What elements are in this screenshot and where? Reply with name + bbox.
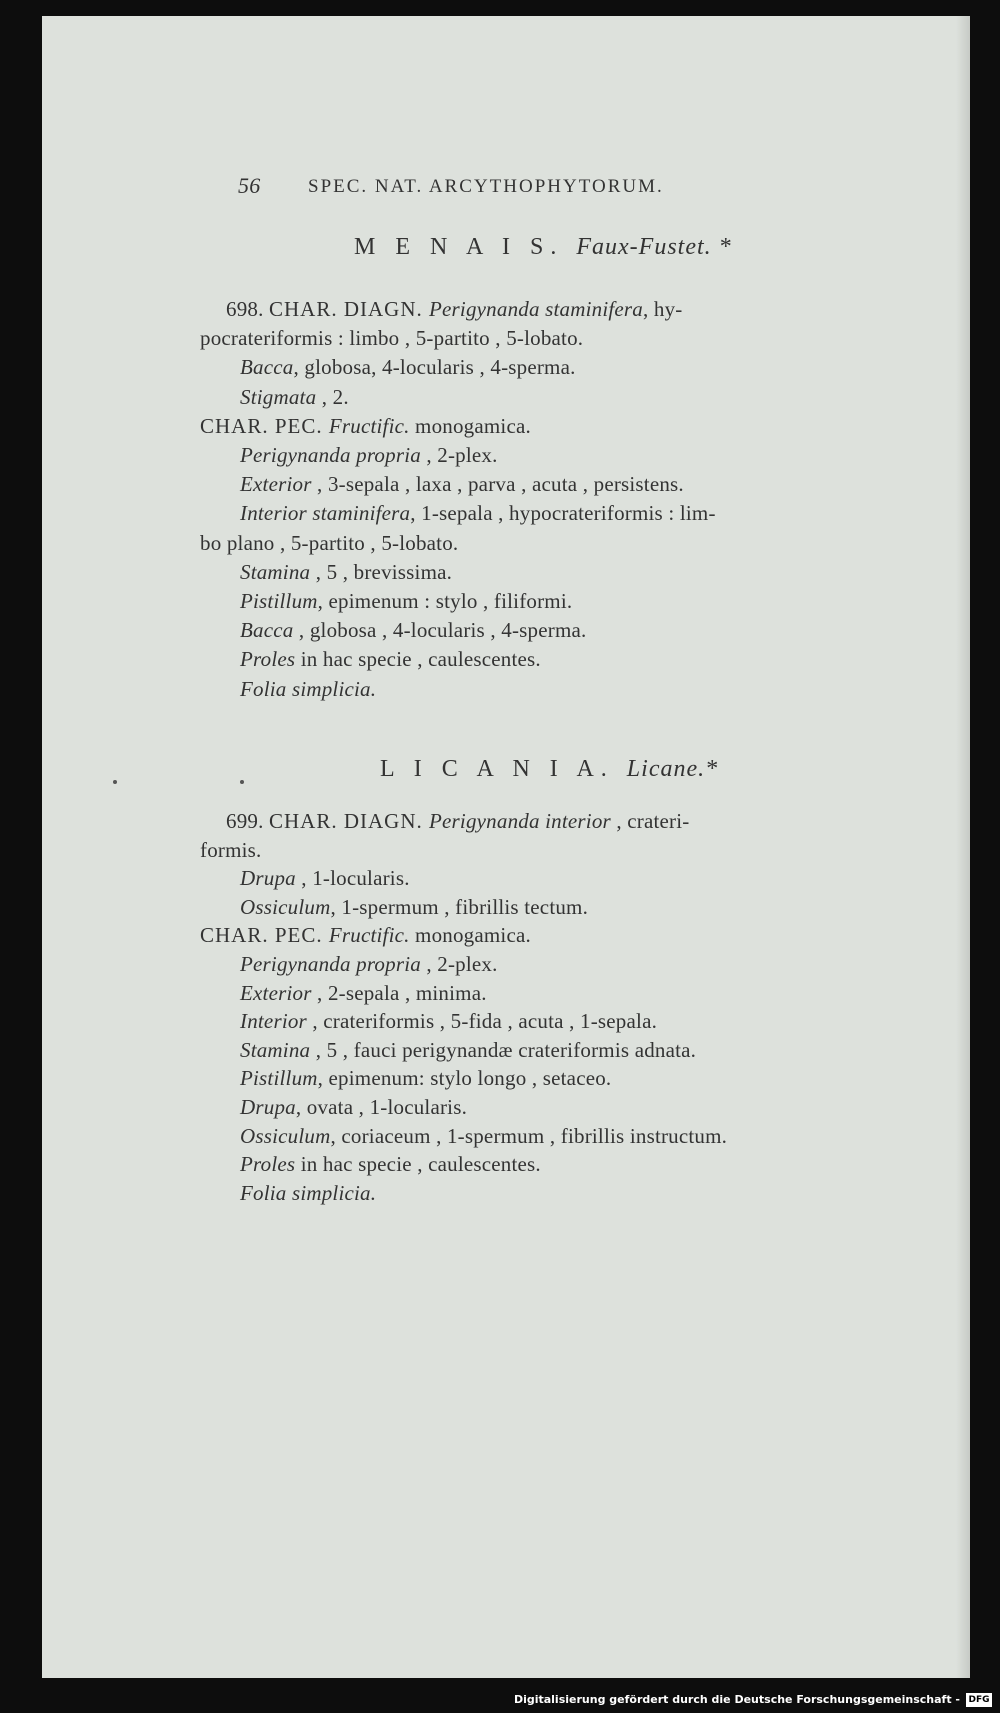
term-italic: Folia simplicia.: [240, 1180, 377, 1205]
text-segment: , globosa , 4-locularis , 4-sperma.: [293, 618, 587, 643]
description-line: [240, 1094, 467, 1120]
text-segment: 699.: [226, 809, 269, 833]
heading-label: CHAR. PEC.: [200, 923, 329, 948]
term-italic: Fructific.: [328, 413, 410, 438]
term-italic: Perigynanda interior: [429, 809, 611, 833]
text-segment: , 2.: [316, 384, 349, 409]
text-segment: in hac specie , caulescentes.: [295, 647, 541, 672]
text-segment: , 2-plex.: [420, 443, 498, 467]
genus-name: L I C A N I A.: [380, 756, 614, 782]
text-segment: , 1-spermum , fibrillis tectum.: [330, 894, 589, 919]
description-line: [200, 413, 531, 439]
term-italic: Ossiculum: [240, 1123, 331, 1148]
text-segment: formis.: [200, 837, 262, 862]
genus-name: M E N A I S.: [354, 234, 564, 260]
description-line: [200, 325, 583, 351]
heading-label: CHAR. DIAGN.: [269, 809, 429, 833]
description-line: [240, 646, 541, 672]
text-segment: , crateriformis , 5-fida , acuta , 1-sepala.: [306, 1009, 658, 1034]
description-line: [240, 559, 452, 585]
text-segment: , hy-: [643, 297, 683, 321]
term-italic: Exterior: [240, 980, 312, 1005]
description-line: [240, 471, 684, 497]
text-segment: , globosa, 4-locularis , 4-sperma.: [293, 355, 576, 380]
page-number: 56: [238, 173, 261, 198]
description-line: [240, 617, 586, 643]
text-segment: , crateri-: [610, 809, 690, 833]
term-italic: Fructific.: [328, 923, 410, 948]
term-italic: Drupa: [240, 866, 296, 891]
description-line: [240, 894, 588, 920]
text-segment: 698.: [226, 297, 269, 321]
text-segment: , 3-sepala , laxa , parva , acuta , persistens.: [311, 472, 684, 497]
term-italic: Pistillum: [240, 589, 318, 613]
ink-speck: [113, 780, 117, 784]
text-segment: bo plano , 5-partito , 5-lobato.: [200, 530, 459, 555]
text-segment: , epimenum: stylo longo , setaceo.: [317, 1066, 612, 1091]
description-line: [200, 530, 458, 556]
description-line: [240, 980, 487, 1006]
term-italic: Bacca: [240, 355, 294, 380]
term-italic: Stigmata: [240, 384, 317, 409]
term-italic: Drupa: [240, 1095, 296, 1119]
term-italic: Perigynanda staminifera: [429, 297, 643, 321]
term-italic: Ossiculum: [240, 894, 331, 919]
genus-title: [354, 234, 732, 260]
text-segment: , 1-sepala , hypocrateriformis : lim-: [410, 501, 716, 526]
digitization-footer: [0, 1689, 1000, 1713]
description-line: [240, 1008, 657, 1034]
description-line: [240, 676, 376, 702]
page-edge-shadow: [956, 16, 970, 1678]
genus-title: [380, 756, 718, 782]
description-line: [240, 442, 498, 468]
term-italic: Perigynanda propria: [240, 952, 421, 976]
text-segment: in hac specie , caulescentes.: [295, 1152, 541, 1177]
text-segment: , 2-sepala , minima.: [311, 980, 487, 1005]
scanned-book-page: [42, 16, 970, 1678]
text-segment: , epimenum : stylo , filiformi.: [317, 589, 573, 613]
term-italic: Proles: [240, 1152, 296, 1177]
description-line: [240, 1151, 541, 1177]
vernacular-name: Licane.*: [626, 756, 719, 782]
heading-label: CHAR. PEC.: [200, 413, 329, 438]
text-segment: monogamica.: [409, 923, 531, 948]
term-italic: Stamina: [240, 1037, 311, 1062]
term-italic: Interior: [240, 1009, 307, 1034]
description-line: [226, 808, 689, 834]
term-italic: Stamina: [240, 559, 311, 584]
heading-label: CHAR. DIAGN.: [269, 297, 429, 321]
vernacular-name: Faux-Fustet. *: [576, 234, 732, 260]
funding-credit: Digitalisierung gefördert durch die Deutsche Forschungsgemeinschaft -: [513, 1693, 960, 1706]
text-segment: , 5 , fauci perigynandæ crateriformis adnata.: [310, 1037, 697, 1062]
running-head: SPEC. NAT. ARCYTHOPHYTORUM.: [308, 176, 664, 197]
description-line: [200, 837, 261, 863]
term-italic: Folia simplicia.: [240, 676, 377, 701]
description-line: [240, 1037, 696, 1063]
description-line: [240, 354, 576, 380]
description-line: [240, 500, 716, 526]
description-line: [240, 951, 498, 977]
text-segment: , coriaceum , 1-spermum , fibrillis instructum.: [330, 1123, 728, 1148]
term-italic: Exterior: [240, 472, 312, 497]
term-italic: Bacca: [240, 618, 294, 643]
ink-speck: [240, 780, 244, 784]
term-italic: Interior staminifera: [240, 501, 411, 526]
text-segment: , 5 , brevissima.: [310, 559, 453, 584]
description-line: [240, 1123, 727, 1149]
description-line: [240, 384, 349, 410]
description-line: [240, 1180, 376, 1206]
text-segment: monogamica.: [409, 413, 531, 438]
text-segment: , 2-plex.: [420, 952, 498, 976]
dfg-logo: DFG: [966, 1693, 992, 1707]
term-italic: Proles: [240, 647, 296, 672]
description-line: [200, 922, 531, 948]
text-segment: , ovata , 1-locularis.: [295, 1095, 468, 1119]
description-line: [240, 865, 410, 891]
description-line: [240, 1065, 611, 1091]
description-line: [226, 296, 683, 322]
description-line: [240, 588, 572, 614]
text-segment: , 1-locularis.: [295, 866, 410, 891]
text-segment: pocrateriformis : limbo , 5-partito , 5-lobato.: [200, 326, 584, 351]
term-italic: Pistillum: [240, 1066, 318, 1091]
term-italic: Perigynanda propria: [240, 443, 421, 467]
